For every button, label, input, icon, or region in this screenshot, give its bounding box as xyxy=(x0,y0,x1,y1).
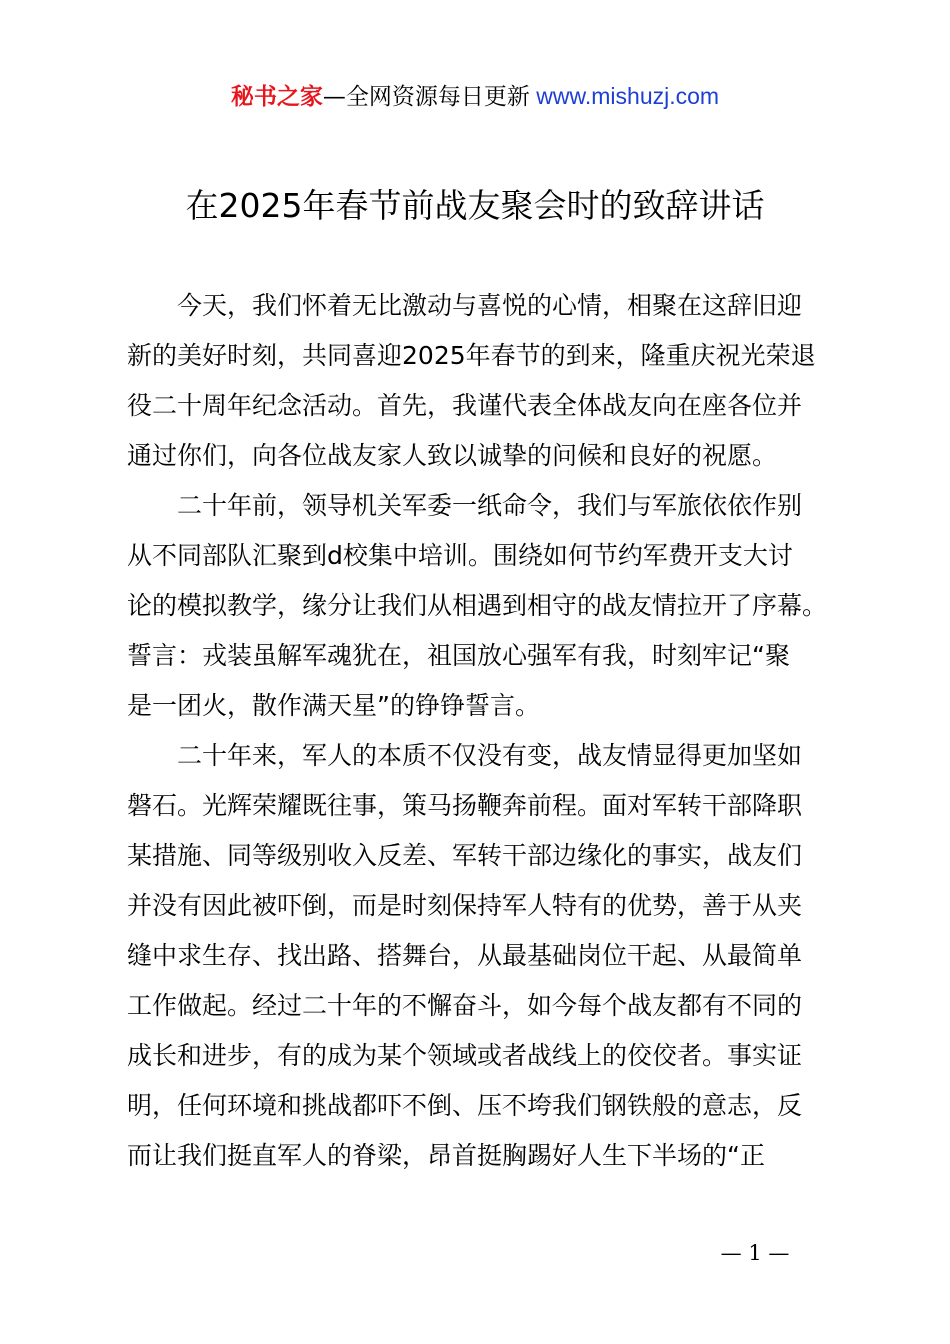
body-line: 而让我们挺直军人的脊梁，昂首挺胸踢好人生下半场的“正 xyxy=(127,1141,765,1170)
site-brand-name: 秘书之家 xyxy=(230,84,323,110)
body-line: 从不同部队汇聚到d校集中培训。围绕如何节约军费开支大讨 xyxy=(127,541,793,570)
body-line: 是一团火，散作满天星”的铮铮誓言。 xyxy=(127,691,540,720)
body-line: 明，任何环境和挑战都吓不倒、压不垮我们钢铁般的意志，反 xyxy=(127,1091,803,1120)
body-line: 某措施、同等级别收入反差、军转干部边缘化的事实，战友们 xyxy=(127,841,803,870)
body-line: 磐石。光辉荣耀既往事，策马扬鞭奔前程。面对军转干部降职 xyxy=(127,791,803,820)
body-line: 役二十周年纪念活动。首先，我谨代表全体战友向在座各位并 xyxy=(127,391,803,420)
body-line: 并没有因此被吓倒，而是时刻保持军人特有的优势，善于从夹 xyxy=(127,891,803,920)
body-line: 通过你们，向各位战友家人致以诚挚的问候和良好的祝愿。 xyxy=(127,441,778,470)
body-line: 今天，我们怀着无比激动与喜悦的心情，相聚在这辞旧迎 xyxy=(127,291,803,320)
body-line: 论的模拟教学，缘分让我们从相遇到相守的战友情拉开了序幕。 xyxy=(127,591,828,620)
site-url-link[interactable]: www.mishuzj.com xyxy=(529,83,720,109)
body-line: 新的美好时刻，共同喜迎2025年春节的到来，隆重庆祝光荣退 xyxy=(127,341,816,370)
body-line: 缝中求生存、找出路、搭舞台，从最基础岗位干起、从最简单 xyxy=(127,941,803,970)
site-slogan: —全网资源每日更新 xyxy=(322,84,530,110)
body-line: 工作做起。经过二十年的不懈奋斗，如今每个战友都有不同的 xyxy=(127,991,803,1020)
document-body xyxy=(127,281,839,1181)
page-number: — 1 — xyxy=(720,1241,790,1265)
site-banner xyxy=(0,80,950,113)
body-line: 成长和进步，有的成为某个领域或者战线上的佼佼者。事实证 xyxy=(127,1041,803,1070)
body-line: 二十年前，领导机关军委一纸命令，我们与军旅依依作别 xyxy=(127,491,803,520)
document-title: 在2025年春节前战友聚会时的致辞讲话 xyxy=(185,186,765,225)
body-line: 誓言：戎装虽解军魂犹在，祖国放心强军有我，时刻牢记“聚 xyxy=(127,641,790,670)
body-line: 二十年来，军人的本质不仅没有变，战友情显得更加坚如 xyxy=(127,741,803,770)
